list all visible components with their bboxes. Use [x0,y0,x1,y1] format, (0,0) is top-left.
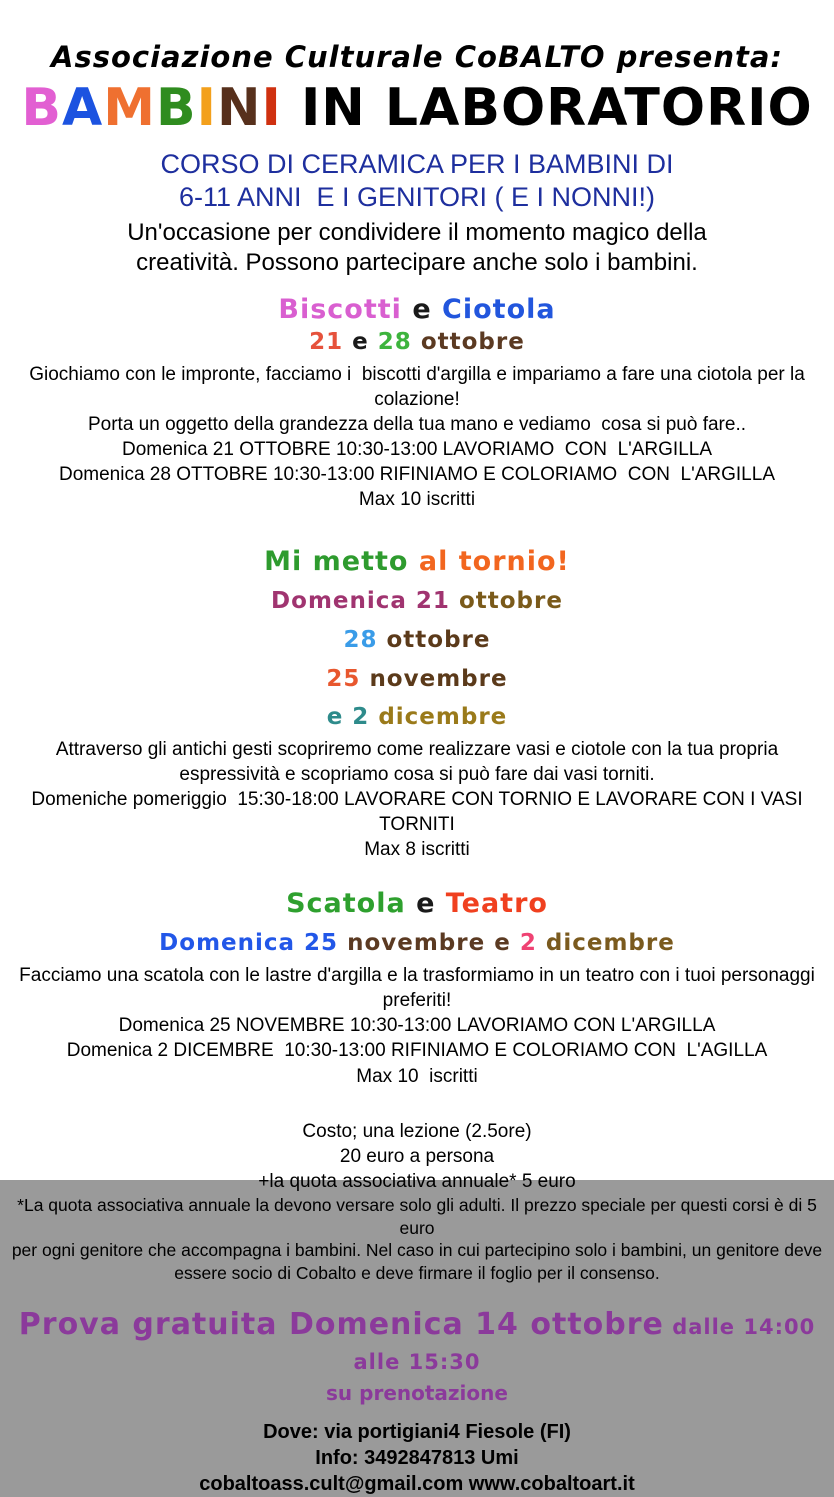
section-body-scatola: Facciamo una scatola con le lastre d'argilla e la trasformiamo in un teatro con i tuoi personaggi preferiti! Domenica 25 NOVEMBRE 10:30-13:00 LAVORIAMO CON L'ARGILLA Domenica 2 DICEMBRE 10:30-13:00 RIFINIAMO E COLORIAMO CON L'AGILLA Max 10 iscritti [19,965,815,1087]
text-segment: Biscotti [278,293,402,325]
text-segment: Teatro [445,888,548,920]
text-segment: e [401,293,443,325]
text-segment: e [405,888,446,920]
text-segment: B [21,78,62,138]
text-segment: I [196,78,217,138]
section-dates-scatola [0,929,834,958]
text-segment: dalle 14:00 alle 15:30 [353,1314,816,1374]
text-segment: 21 [309,328,344,355]
section-body-tornio: Attraverso gli antichi gesti scopriremo come realizzare vasi e ciotole con la tua propria espressività e scopriamo cosa si può fare dai vasi torniti. Domeniche pomeriggio 15:30-18:00 LAVORARE CON TORNIO E LAVORARE CON I VASI TORNITI Max 8 iscritti [31,739,803,861]
costs-block [0,1119,834,1285]
presenter-line: Associazione Culturale CoBALTO presenta: [51,40,783,74]
tornio-date-2 [0,626,834,655]
text-segment: ottobre [458,588,563,615]
text-segment: A [61,78,104,138]
tornio-date-1 [0,587,834,616]
text-segment: Mi metto [264,545,419,577]
text-segment: Domenica 21 [271,588,459,615]
section-scatola [0,888,834,1088]
text-segment: e [343,328,378,355]
text-segment: ottobre [386,626,491,653]
course-subtitle: CORSO DI CERAMICA PER I BAMBINI DI 6-11 ANNI E I GENITORI ( E I NONNI!) [160,149,674,212]
footer-contact: Dove: via portigiani4 Fiesole (FI) Info: 3492847813 Umi cobaltoass.cult@gmail.com www.cobaltoart.it [199,1420,635,1495]
text-segment: Scatola [286,888,406,920]
section-tornio [0,546,834,862]
section-title-scatola [0,888,834,919]
section-dates-biscotti [0,329,834,357]
text-segment: N [216,78,262,138]
text-segment: 2 [519,930,546,957]
text-segment: al tornio! [418,545,570,577]
promo-main-line [0,1307,834,1377]
text-segment: novembre e [347,930,520,957]
text-segment: B [155,78,197,138]
text-segment: ottobre [411,328,525,355]
promo-sub-line: su prenotazione [326,1380,508,1405]
text-segment: dicembre [378,704,508,731]
main-title [0,78,834,138]
text-segment: 25 [326,665,370,692]
section-title-tornio [0,546,834,577]
text-segment: I [261,78,282,138]
section-body-biscotti: Giochiamo con le impronte, facciamo i biscotti d'argilla e impariamo a fare una ciotola per la colazione! Porta un oggetto della grandezza della tua mano e vediamo cosa si può fare.. Domenica 21 OTTOBRE 10:30-13:00 LAVORIAMO CON L'ARGILLA Domenica 28 OTTOBRE 10:30-13:00 RIFINIAMO E COLORIAMO CON L'ARGILLA Max 10 iscritti [29,363,805,510]
text-segment: Ciotola [442,293,556,325]
text-segment: e 2 [326,704,379,731]
costs-lines: Costo; una lezione (2.5ore) 20 euro a persona +la quota associativa annuale* 5 euro [258,1120,576,1192]
text-segment: 28 [377,328,412,355]
text-segment: Prova gratuita Domenica 14 ottobre [18,1306,664,1342]
tornio-date-4 [0,703,834,732]
text-segment: M [103,78,156,138]
tornio-date-3 [0,665,834,694]
text-segment: novembre [369,665,508,692]
costs-footnote: *La quota associativa annuale la devono versare solo gli adulti. Il prezzo speciale per questi corsi è di 5 euro per ogni genitore che accompagna i bambini. Nel caso in cui partecipino solo i bambini, un genitore deve essere socio di Cobalto e deve firmare il foglio per il consenso. [11,1194,823,1284]
promo-block [0,1307,834,1405]
text-segment: 28 [343,626,387,653]
section-title-biscotti [0,294,834,325]
text-segment: IN LABORATORIO [281,78,813,138]
intro-text: Un'occasione per condividere il momento magico della creatività. Possono partecipare anche solo i bambini. [127,218,707,276]
text-segment: dicembre [545,930,675,957]
section-biscotti [0,294,834,512]
text-segment: Domenica 25 [159,930,348,957]
